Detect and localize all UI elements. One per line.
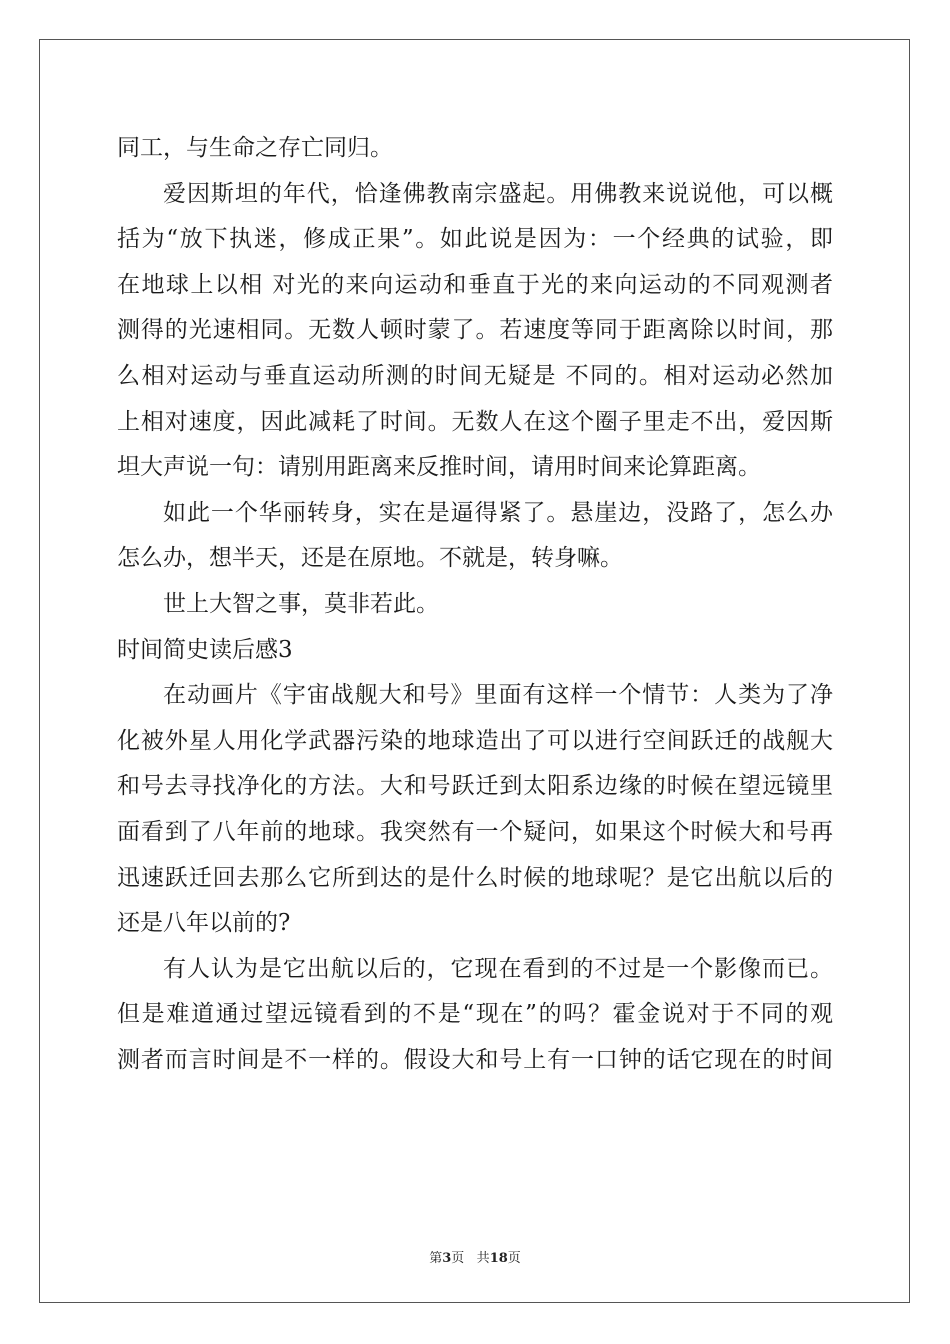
text-line: 测得的光速相同。无数人顿时蒙了。若速度等同于距离除以时间，那 <box>117 317 833 344</box>
text-line: 迅速跃迁回去那么它所到达的是什么时候的地球呢？是它出航以后的 <box>117 864 833 891</box>
text-line: 在地球上以相 对光的来向运动和垂直于光的来向运动的不同观测者 <box>117 271 833 298</box>
total-prefix: 共 <box>476 1251 490 1266</box>
total-pages-number: 18 <box>489 1251 508 1266</box>
text-line: 怎么办，想半天，还是在原地。不就是，转身嘛。 <box>117 545 623 572</box>
section-heading: 时间简史读后感3 <box>117 636 293 663</box>
text-line: 坦大声说一句：请别用距离来反推时间，请用时间来论算距离。 <box>117 454 761 481</box>
text-line: 么相对运动与垂直运动所测的时间无疑是 不同的。相对运动必然加 <box>117 362 833 389</box>
text-line: 上相对速度，因此减耗了时间。无数人在这个圈子里走不出，爱因斯 <box>117 408 833 435</box>
page-unit: 页 <box>451 1251 465 1266</box>
page-prefix: 第 <box>429 1251 443 1266</box>
paragraph-start-line: 在动画片《宇宙战舰大和号》里面有这样一个情节：人类为了净 <box>163 682 833 709</box>
text-line: 面看到了八年前的地球。我突然有一个疑问，如果这个时候大和号再 <box>117 818 833 845</box>
page-footer <box>0 1247 950 1266</box>
text-line: 同工，与生命之存亡同归。 <box>117 135 393 161</box>
text-line: 还是八年以前的? <box>117 910 291 937</box>
paragraph-start-line: 有人认为是它出航以后的，它现在看到的不过是一个影像而已。 <box>163 955 833 982</box>
total-unit: 页 <box>507 1251 521 1266</box>
text-line: 化被外星人用化学武器污染的地球造出了可以进行空间跃迁的战舰大 <box>117 727 833 754</box>
paragraph-start-line: 世上大智之事，莫非若此。 <box>163 590 439 617</box>
current-page-number: 3 <box>442 1251 452 1266</box>
document-body <box>117 126 833 1083</box>
text-line: 测者而言时间是不一样的。假设大和号上有一口钟的话它现在的时间 <box>117 1046 833 1073</box>
paragraph-start-line: 如此一个华丽转身，实在是逼得紧了。悬崖边，没路了，怎么办 <box>163 499 833 526</box>
paragraph-start-line: 爱因斯坦的年代，恰逢佛教南宗盛起。用佛教来说说他，可以概 <box>163 180 833 207</box>
text-line: 括为“放下执迷，修成正果”。如此说是因为：一个经典的试验，即 <box>117 226 833 253</box>
text-line: 但是难道通过望远镜看到的不是“现在”的吗？霍金说对于不同的观 <box>117 1001 833 1028</box>
text-line: 和号去寻找净化的方法。大和号跃迁到太阳系边缘的时候在望远镜里 <box>117 773 833 800</box>
